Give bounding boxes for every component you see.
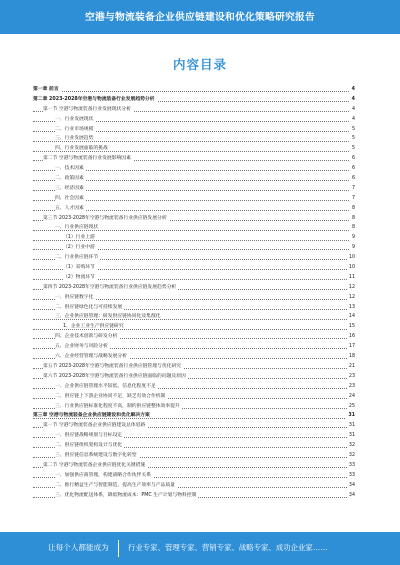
toc-entry-page: 12 bbox=[347, 293, 355, 303]
toc-entry-label: （1）采购环节 bbox=[63, 265, 95, 271]
toc-entry[interactable] bbox=[33, 253, 355, 263]
toc-entry[interactable] bbox=[33, 263, 355, 273]
toc-entry-label: 一、供应链数字化 bbox=[55, 294, 94, 300]
toc-entry[interactable] bbox=[33, 115, 355, 125]
toc-entry[interactable] bbox=[33, 421, 355, 431]
toc-entry[interactable] bbox=[33, 273, 355, 283]
toc-entry[interactable] bbox=[33, 154, 355, 164]
toc-entry[interactable] bbox=[33, 144, 355, 154]
toc-entry[interactable] bbox=[33, 194, 355, 204]
toc-entry-page: 8 bbox=[350, 204, 355, 214]
toc-entry-page: 24 bbox=[347, 392, 355, 402]
toc-heading: 内容目录 bbox=[172, 57, 227, 72]
toc-entry-label: 三、供应链信息系统建设与数字化转型 bbox=[55, 452, 137, 458]
toc-entry-page: 11 bbox=[347, 273, 355, 283]
toc-entry-label: 一、技术因素 bbox=[55, 166, 84, 172]
toc-entry[interactable] bbox=[33, 431, 355, 441]
toc-entry-label: 第一章 前言 bbox=[33, 87, 59, 92]
toc-entry-label: 五、企业财务与风险分析 bbox=[55, 344, 108, 350]
toc-leader-dots bbox=[33, 91, 355, 92]
toc-entry-label: （2）行业中游 bbox=[63, 245, 95, 251]
toc-entry-label: 二、政策因素 bbox=[55, 176, 84, 182]
footer-divider bbox=[118, 540, 119, 557]
toc-entry-label: 第四节 2023-2028年空港与物流装备行业供应链发展趋势分析 bbox=[43, 284, 177, 290]
toc-entry-page: 8 bbox=[350, 214, 355, 224]
toc-entry-label: 第一节 空港与物流装备行业发展现状分析 bbox=[43, 106, 131, 112]
toc-entry[interactable] bbox=[33, 362, 355, 372]
toc-entry-page: 6 bbox=[350, 154, 355, 164]
toc-entry[interactable] bbox=[33, 411, 355, 421]
toc-entry[interactable] bbox=[33, 451, 355, 461]
toc-entry-page: 5 bbox=[350, 134, 355, 144]
toc-entry-page: 4 bbox=[350, 95, 355, 105]
toc-entry-page: 5 bbox=[350, 125, 355, 135]
toc-entry-label: 三、经济因素 bbox=[55, 185, 84, 191]
toc-entry-page: 33 bbox=[347, 461, 355, 471]
toc-entry-label: 三、优化物流配送体系，降低物流成本：PMC 生产计划与物料控制 bbox=[55, 492, 197, 498]
toc-entry[interactable] bbox=[33, 471, 355, 481]
toc-entry-page: 4 bbox=[350, 105, 355, 115]
toc-entry-label: 五、人才因素 bbox=[55, 205, 84, 211]
toc-entry[interactable] bbox=[33, 372, 355, 382]
toc-entry-page: 10 bbox=[347, 253, 355, 263]
toc-entry[interactable] bbox=[33, 312, 355, 322]
toc-entry-label: 二、供应链绿色化与可持续发展 bbox=[55, 304, 123, 310]
toc-entry[interactable] bbox=[33, 382, 355, 392]
toc-entry-page: 25 bbox=[347, 402, 355, 412]
toc-entry-page: 13 bbox=[347, 303, 355, 313]
toc-entry-label: 四、社会因素 bbox=[55, 195, 84, 201]
toc-entry-page: 7 bbox=[350, 194, 355, 204]
toc-entry-page: 21 bbox=[347, 362, 355, 372]
toc-entry-label: 四、行业发展面临的挑战 bbox=[55, 146, 108, 152]
toc-entry-page: 23 bbox=[347, 372, 355, 382]
toc-entry-page: 17 bbox=[347, 342, 355, 352]
toc-entry[interactable] bbox=[33, 283, 355, 293]
toc-entry-label: 第二节 空港与物流装备行业发展影响因素 bbox=[43, 156, 131, 162]
toc-entry-page: 9 bbox=[350, 243, 355, 253]
toc-entry[interactable] bbox=[33, 105, 355, 115]
toc-entry-label: 第二节 空港与物流装备企业供应链优化关键措施 bbox=[43, 462, 146, 468]
toc-entry[interactable] bbox=[33, 322, 355, 332]
report-title: 空港与物流装备企业供应链建设和优化策略研究报告 bbox=[85, 12, 315, 23]
toc-entry-page: 31 bbox=[347, 421, 355, 431]
table-of-contents bbox=[33, 85, 355, 500]
toc-entry-label: 第六节 2023-2028年空港与物流装备行业供应链面临的问题及原因 bbox=[43, 373, 186, 379]
toc-entry-page: 31 bbox=[347, 431, 355, 441]
toc-entry-label: 第五节 2023-2028年空港与物流装备行业供应链管理与优化研究 bbox=[43, 363, 182, 369]
toc-entry[interactable] bbox=[33, 95, 355, 105]
toc-entry-page: 32 bbox=[347, 451, 355, 461]
toc-entry-page: 18 bbox=[347, 352, 355, 362]
toc-entry[interactable] bbox=[33, 184, 355, 194]
toc-entry-label: 1、企业工业生产供应链研究 bbox=[63, 324, 124, 330]
toc-entry-page: 32 bbox=[347, 441, 355, 451]
toc-entry-page: 14 bbox=[347, 312, 355, 322]
toc-entry[interactable] bbox=[33, 402, 355, 412]
toc-entry-label: 一、企业供应链管理水平较低，信息化程度不足 bbox=[55, 383, 156, 389]
toc-entry-label: 第一节 空港与物流装备企业供应链建设总体思路 bbox=[43, 423, 146, 429]
toc-entry-page: 4 bbox=[350, 115, 355, 125]
toc-entry-page: 4 bbox=[350, 85, 355, 95]
toc-entry-label: 二、推行精益生产与智能制造，提高生产效率与产品质量 bbox=[55, 482, 175, 488]
toc-entry-label: 二、供应链上下游企业协同不足，缺乏有效合作机制 bbox=[55, 393, 166, 399]
toc-entry[interactable] bbox=[33, 164, 355, 174]
toc-entry[interactable] bbox=[33, 85, 355, 95]
toc-entry-label: 二、供应链组织架构设计与优化 bbox=[55, 443, 123, 449]
toc-entry-page: 12 bbox=[347, 283, 355, 293]
toc-entry-label: 一、供应链战略规划与目标设定 bbox=[55, 433, 123, 439]
toc-entry[interactable] bbox=[33, 293, 355, 303]
toc-entry-label: 三、行业供应链标准化程度不高，制约供应链整体效率提升 bbox=[55, 403, 180, 409]
toc-entry[interactable] bbox=[33, 332, 355, 342]
toc-entry-page: 33 bbox=[347, 471, 355, 481]
toc-entry-label: 第三节 2023-2028年空港与物流装备行业供应链发展分析 bbox=[43, 215, 167, 221]
toc-entry-label: （1）行业上游 bbox=[63, 235, 95, 241]
toc-entry-label: 第三章 空港与物流装备企业供应链建设和优化解决方案 bbox=[33, 413, 150, 419]
toc-entry-label: 一、行业供应链现状 bbox=[55, 225, 99, 231]
toc-entry-page: 6 bbox=[350, 174, 355, 184]
toc-entry[interactable] bbox=[33, 342, 355, 352]
toc-entry-label: 一、行业发展现状 bbox=[55, 116, 94, 122]
toc-entry-label: 六、企业经营管理与战略发展分析 bbox=[55, 354, 127, 360]
toc-entry-label: 二、行业市场规模 bbox=[55, 126, 94, 132]
toc-entry[interactable] bbox=[33, 491, 355, 501]
toc-entry[interactable] bbox=[33, 441, 355, 451]
toc-entry-label: （2）物流环节 bbox=[63, 274, 95, 280]
toc-entry[interactable] bbox=[33, 174, 355, 184]
toc-entry[interactable] bbox=[33, 134, 355, 144]
footer-bar bbox=[0, 532, 400, 565]
toc-entry-page: 31 bbox=[346, 411, 355, 421]
toc-entry-page: 9 bbox=[350, 233, 355, 243]
toc-entry[interactable] bbox=[33, 233, 355, 243]
toc-entry-label: 四、企业技术创新与研发分析 bbox=[55, 334, 118, 340]
toc-entry[interactable] bbox=[33, 204, 355, 214]
toc-entry[interactable] bbox=[33, 223, 355, 233]
toc-entry-page: 23 bbox=[347, 382, 355, 392]
toc-entry-page: 5 bbox=[350, 144, 355, 154]
footer-tagline: 行业专家、管理专家、营销专家、战略专家、成功企业家…… bbox=[128, 543, 328, 552]
header-bar bbox=[0, 0, 400, 34]
toc-entry-label: 二、行业供应链环节 bbox=[55, 255, 99, 261]
toc-entry[interactable] bbox=[33, 214, 355, 224]
toc-entry-label: 第二章 2023-2028年空港与物流装备行业发展趋势分析 bbox=[33, 96, 155, 102]
toc-entry-page: 34 bbox=[347, 491, 355, 501]
toc-entry-label: 一、加强供应商管理，构建战略合作伙伴关系 bbox=[55, 472, 151, 478]
toc-entry[interactable] bbox=[33, 392, 355, 402]
toc-entry[interactable] bbox=[33, 352, 355, 362]
toc-entry-page: 6 bbox=[350, 164, 355, 174]
footer-slogan: 让每个人都能成为 bbox=[48, 543, 109, 552]
toc-entry-label: 三、行业发展趋势 bbox=[55, 136, 94, 142]
toc-entry[interactable] bbox=[33, 461, 355, 471]
toc-entry-page: 34 bbox=[347, 481, 355, 491]
toc-entry[interactable] bbox=[33, 303, 355, 313]
toc-entry-page: 16 bbox=[347, 332, 355, 342]
toc-entry-page: 8 bbox=[350, 223, 355, 233]
toc-entry[interactable] bbox=[33, 125, 355, 135]
toc-entry[interactable] bbox=[33, 243, 355, 253]
toc-entry-label: 三、企业供应链管理：研发供应链协同化及集群化 bbox=[55, 314, 161, 320]
toc-entry-page: 15 bbox=[347, 322, 355, 332]
toc-entry-page: 7 bbox=[350, 184, 355, 194]
toc-entry-page: 10 bbox=[347, 263, 355, 273]
toc-entry[interactable] bbox=[33, 481, 355, 491]
